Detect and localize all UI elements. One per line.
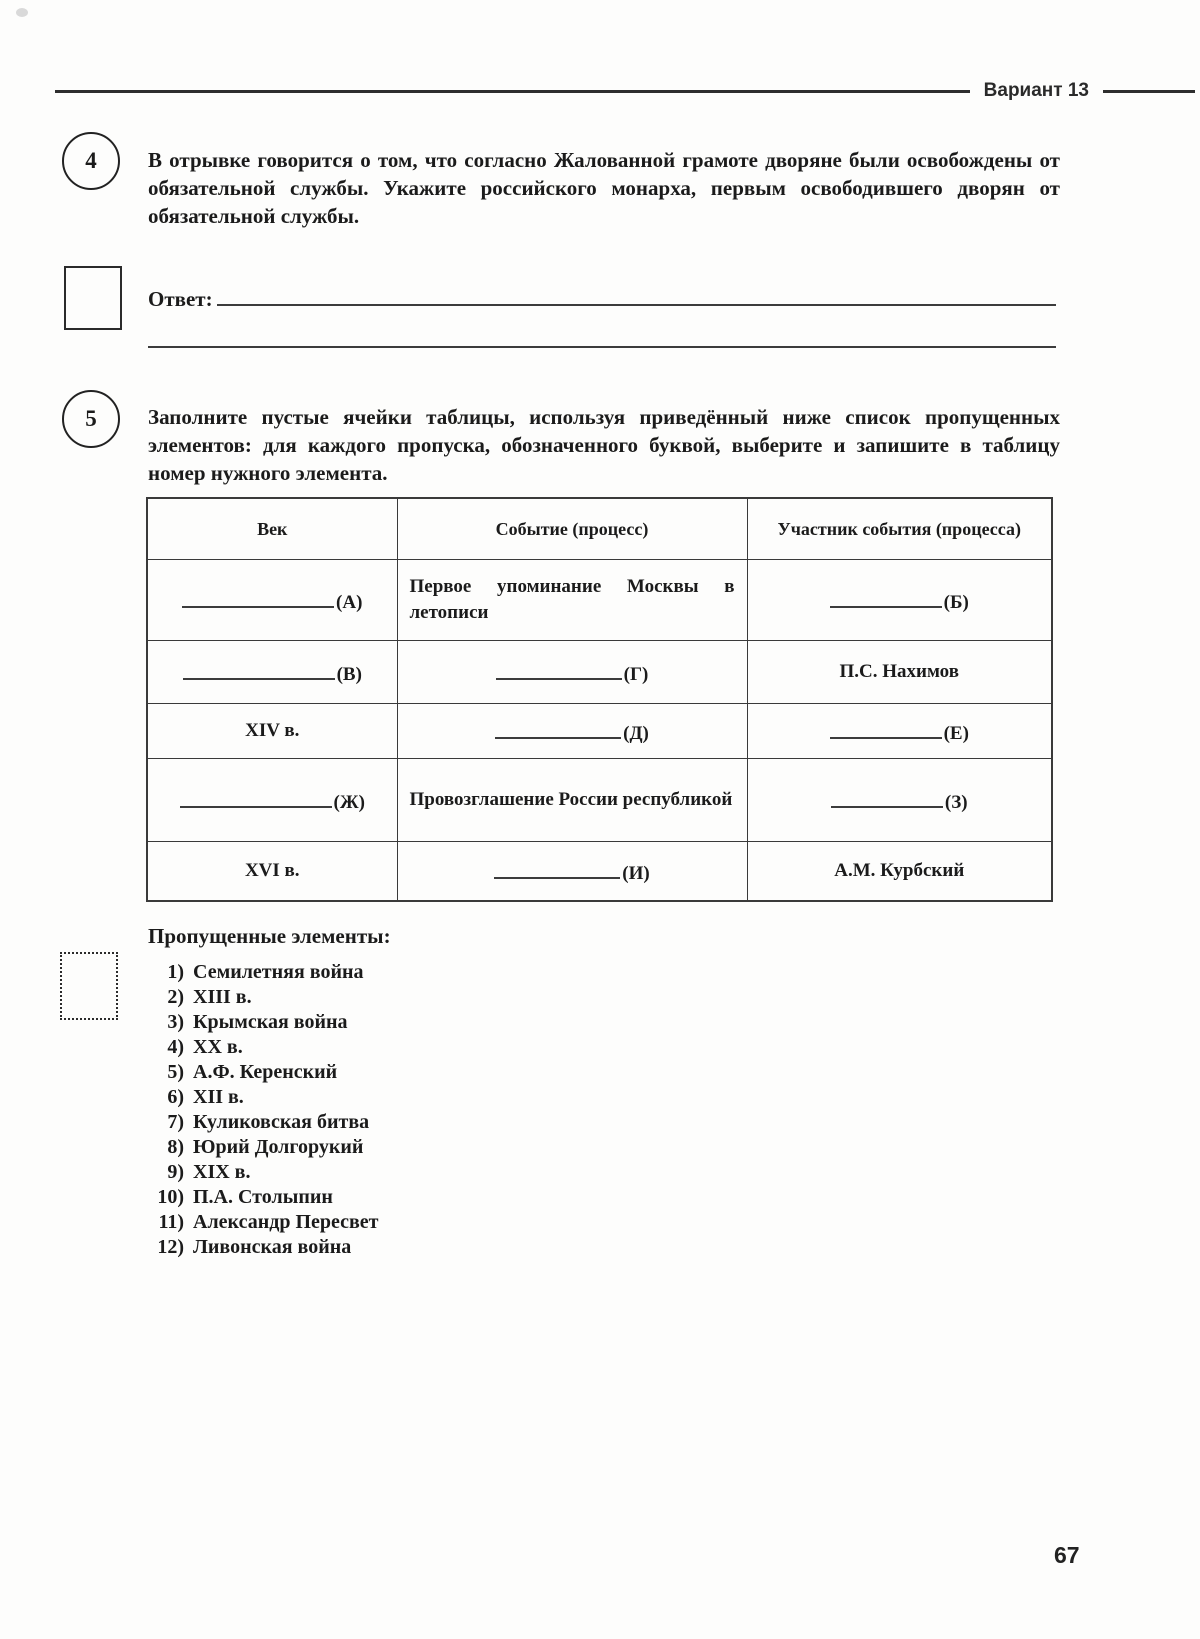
- list-item: 1) Семилетняя война: [167, 961, 364, 983]
- cell-century-blank-zh: (Ж): [147, 759, 397, 842]
- question-4-answer-row: [148, 280, 1056, 312]
- cell-event-text: Провозглашение России республикой: [397, 759, 747, 842]
- cell-event-blank-g: (Г): [397, 641, 747, 704]
- cell-event-text: Первое упоминание Москвы в летописи: [397, 560, 747, 641]
- question-5-number-badge: [62, 390, 120, 448]
- cell-participant-blank-b: (Б): [747, 560, 1052, 641]
- question-5-score-box: [60, 952, 118, 1020]
- question-5-text: Заполните пустые ячейки таблицы, используя приведённый ниже список пропущенных элементов: для каждого пропуска, обозначенного буквой, выберите и запишите в таблицу номер нужного элемента.: [148, 405, 1060, 485]
- blank-line-i[interactable]: [494, 858, 620, 879]
- blank-line-v[interactable]: [183, 659, 335, 680]
- cell-participant-text: П.С. Нахимов: [747, 641, 1052, 704]
- cell-event-blank-i: (И): [397, 842, 747, 902]
- column-header-participant: Участник события (процесса): [747, 498, 1052, 560]
- question-4-number: 4: [85, 148, 97, 173]
- blank-line-g[interactable]: [496, 659, 622, 680]
- header-rule-right: [1103, 90, 1195, 93]
- page-header: [55, 80, 1195, 102]
- list-item: 5) А.Ф. Керенский: [167, 1061, 338, 1083]
- blank-line-zh[interactable]: [180, 787, 332, 808]
- question-4-answer-line-2[interactable]: [148, 322, 1056, 348]
- header-rule-left: [55, 90, 970, 93]
- cell-event-blank-d: (Д): [397, 704, 747, 759]
- question-5-table: [146, 497, 1053, 902]
- missing-elements-list: [138, 960, 738, 1260]
- cell-participant-text: А.М. Курбский: [747, 842, 1052, 902]
- blank-line-e[interactable]: [830, 718, 942, 739]
- question-5-number: 5: [85, 406, 97, 431]
- column-header-event: Событие (процесс): [397, 498, 747, 560]
- table-row: [147, 704, 1052, 759]
- table-row: [147, 641, 1052, 704]
- table-header-row: [147, 498, 1052, 560]
- cell-century-text: XIV в.: [147, 704, 397, 759]
- scan-artifact: [16, 8, 28, 17]
- list-item: 6) XII в.: [167, 1086, 244, 1108]
- list-item: 12) Ливонская война: [157, 1236, 352, 1258]
- cell-participant-blank-e: (Е): [747, 704, 1052, 759]
- question-4-answer-line[interactable]: [217, 280, 1056, 306]
- blank-line-b[interactable]: [830, 587, 942, 608]
- blank-line-d[interactable]: [495, 718, 621, 739]
- list-item: 9) XIX в.: [167, 1161, 251, 1183]
- cell-century-blank-a: (А): [147, 560, 397, 641]
- blank-line-z[interactable]: [831, 787, 943, 808]
- page-number: 67: [1054, 1542, 1080, 1568]
- blank-line-a[interactable]: [182, 587, 334, 608]
- column-header-century: Век: [147, 498, 397, 560]
- table-row: [147, 759, 1052, 842]
- list-item: 2) XIII в.: [167, 986, 252, 1008]
- cell-participant-blank-z: (З): [747, 759, 1052, 842]
- cell-century-blank-v: (В): [147, 641, 397, 704]
- table-row: [147, 560, 1052, 641]
- question-4-score-box: [64, 266, 122, 330]
- list-item: 4) XX в.: [167, 1036, 243, 1058]
- list-item: 7) Куликовская битва: [167, 1111, 370, 1133]
- list-item: 10) П.А. Столыпин: [157, 1186, 333, 1208]
- question-4-text: В отрывке говорится о том, что согласно Жалованной грамоте дворяне были освобождены от обязательной службы. Укажите российского монарха, первым освободившего дворян от обязательной службы.: [148, 148, 1060, 228]
- list-item: 3) Крымская война: [167, 1011, 348, 1033]
- list-item: 11) Александр Пересвет: [158, 1211, 379, 1233]
- answer-label: Ответ:: [148, 287, 213, 311]
- table-row: [147, 842, 1052, 902]
- cell-century-text: XVI в.: [147, 842, 397, 902]
- missing-elements-title: Пропущенные элементы:: [148, 924, 391, 948]
- list-item: 8) Юрий Долгорукий: [167, 1136, 364, 1158]
- question-4-number-badge: [62, 132, 120, 190]
- variant-label: Вариант 13: [983, 80, 1089, 101]
